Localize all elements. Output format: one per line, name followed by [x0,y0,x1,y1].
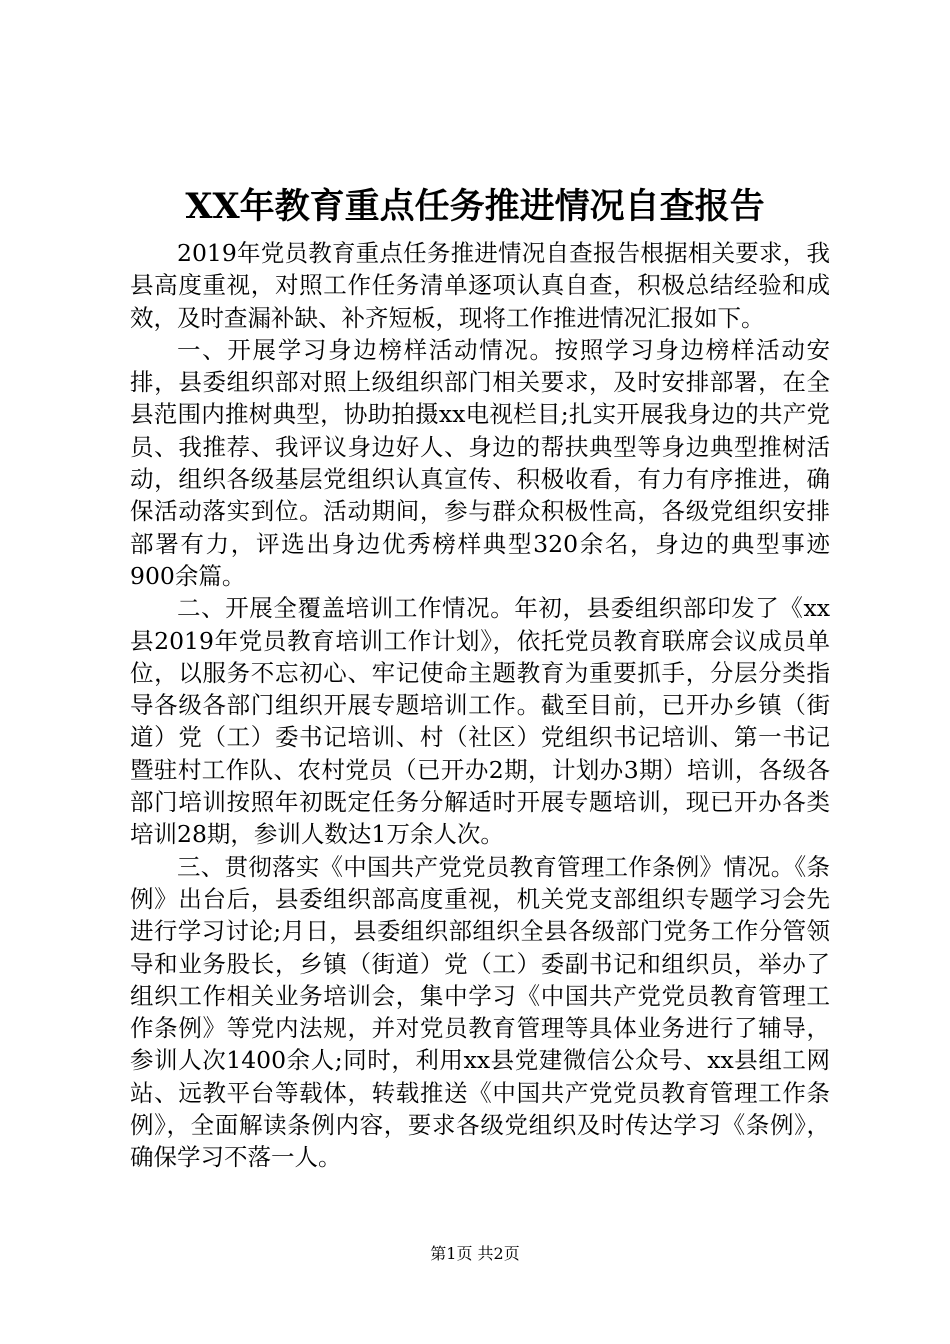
paragraph-section-3: 三、贯彻落实《中国共产党党员教育管理工作条例》情况。《条例》出台后，县委组织部高度重视，机关党支部组织专题学习会先进行学习讨论;月日，县委组织部组织全县各级部门党务工作分管领导和业务股长，乡镇（街道）党（工）委副书记和组织员，举办了组织工作相关业务培训会，集中学习《中国共产党党员教育管理工作条例》等党内法规，并对党员教育管理等具体业务进行了辅导，参训人次1400余人;同时，利用xx县党建微信公众号、xx县组工网站、远教平台等载体，转载推送《中国共产党党员教育管理工作条例》，全面解读条例内容，要求各级党组织及时传达学习《条例》，确保学习不落一人。 [130,852,830,1172]
paragraph-section-2: 二、开展全覆盖培训工作情况。年初，县委组织部印发了《xx县2019年党员教育培训工作计划》，依托党员教育联席会议成员单位，以服务不忘初心、牢记使命主题教育为重要抓手，分层分类指导各级各部门组织开展专题培训工作。截至目前，已开办乡镇（街道）党（工）委书记培训、村（社区）党组织书记培训、第一书记暨驻村工作队、农村党员（已开办2期，计划办3期）培训，各级各部门培训按照年初既定任务分解适时开展专题培训，现已开办各类培训28期，参训人数达1万余人次。 [130,594,830,849]
document-title: XX年教育重点任务推进情况自查报告 [185,186,765,227]
paragraph-section-1: 一、开展学习身边榜样活动情况。按照学习身边榜样活动安排，县委组织部对照上级组织部门相关要求，及时安排部署，在全县范围内推树典型，协助拍摄xx电视栏目;扎实开展我身边的共产党员、我推荐、我评议身边好人、身边的帮扶典型等身边典型推树活动，组织各级基层党组织认真宣传、积极收看，有力有序推进，确保活动落实到位。活动期间，参与群众积极性高，各级党组织安排部署有力，评选出身边优秀榜样典型320余名，身边的典型事迹900余篇。 [130,335,830,590]
page-number-footer: 第1页 共2页 [430,1244,520,1263]
document-body [130,237,830,1174]
paragraph-intro: 2019年党员教育重点任务推进情况自查报告根据相关要求，我县高度重视，对照工作任务清单逐项认真自查，积极总结经验和成效，及时查漏补缺、补齐短板，现将工作推进情况汇报如下。 [130,239,830,332]
